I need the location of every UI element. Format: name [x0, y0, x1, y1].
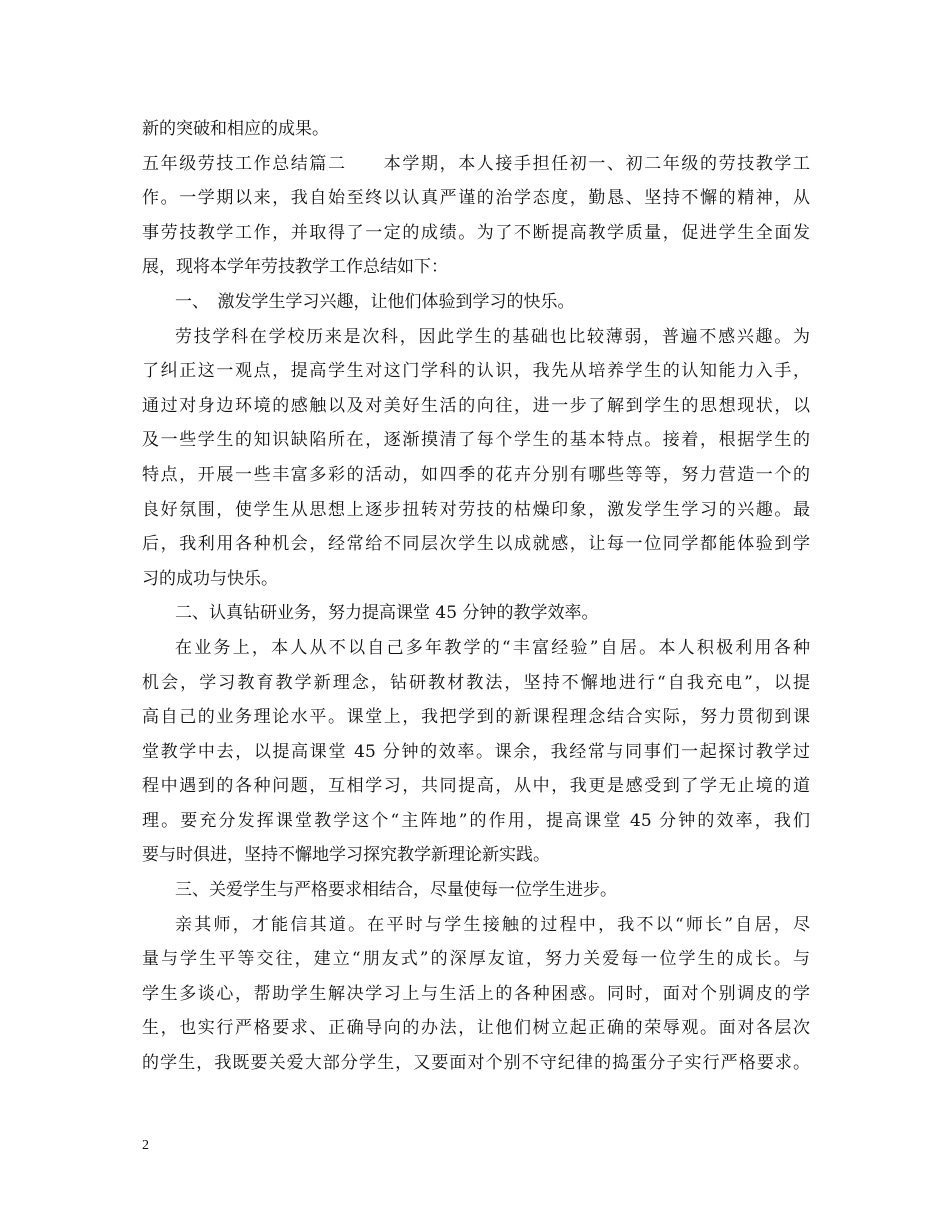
- text-line: 展，现将本学年劳技教学工作总结如下：: [142, 257, 448, 278]
- section-heading: 一、 激发学生学习兴趣，让他们体验到学习的快乐。: [175, 291, 575, 312]
- text-line: 劳技学科在学校历来是次科，因此学生的基础也比较薄弱，普遍不感兴趣。为: [175, 326, 810, 347]
- text-line: 程中遇到的各种问题，互相学习，共同提高，从中，我更是感受到了学无止境的道: [142, 776, 810, 797]
- text-line: 在业务上，本人从不以自己多年教学的“丰富经验”自居。本人积极利用各种: [175, 637, 810, 658]
- document-body: [142, 112, 810, 1081]
- text-line: 学生多谈心，帮助学生解决学习上与生活上的各种困惑。同时，面对个别调皮的学: [142, 983, 810, 1004]
- text-line: 机会，学习教育教学新理念，钻研教材教法，坚持不懈地进行“自我充电”，以提: [142, 672, 810, 693]
- text-line: 要与时俱进，坚持不懈地学习探究教学新理论新实践。: [142, 845, 550, 866]
- text-line: 习的成功与快乐。: [142, 568, 278, 589]
- text-line: 新的突破和相应的成果。: [142, 119, 329, 139]
- section-heading: 三、关爱学生与严格要求相结合，尽量使每一位学生进步。: [175, 880, 617, 901]
- text-line: 生，也实行严格要求、正确导向的办法，让他们树立起正确的荣辱观。面对各层次: [142, 1018, 810, 1039]
- text-line: 特点，开展一些丰富多彩的活动，如四季的花卉分别有哪些等等，努力营造一个的: [142, 464, 810, 485]
- text-line: 五年级劳技工作总结篇二 本学期，本人接手担任初一、初二年级的劳技教学工: [142, 153, 810, 174]
- section-heading: 二、认真钻研业务，努力提高课堂 45 分钟的教学效率。: [175, 603, 599, 624]
- text-line: 及一些学生的知识缺陷所在，逐渐摸清了每个学生的基本特点。接着，根据学生的: [142, 430, 810, 451]
- text-line: 亲其师，才能信其道。在平时与学生接触的过程中，我不以“师长”自居，尽: [175, 914, 810, 935]
- text-line: 作。一学期以来，我自始至终以认真严谨的治学态度，勤恳、坚持不懈的精神，从: [142, 188, 810, 209]
- text-line: 良好氛围，使学生从思想上逐步扭转对劳技的枯燥印象，激发学生学习的兴趣。最: [142, 499, 810, 520]
- text-line: 了纠正这一观点，提高学生对这门学科的认识，我先从培养学生的认知能力入手，: [142, 361, 810, 382]
- text-line: 堂教学中去，以提高课堂 45 分钟的效率。课余，我经常与同事们一起探讨教学过: [142, 741, 810, 762]
- text-line: 的学生，我既要关爱大部分学生，又要面对个别不守纪律的捣蛋分子实行严格要求。: [142, 1053, 810, 1074]
- text-line: 高自己的业务理论水平。课堂上，我把学到的新课程理念结合实际，努力贯彻到课: [142, 707, 810, 728]
- text-line: 理。要充分发挥课堂教学这个“主阵地”的作用，提高课堂 45 分钟的效率，我们: [142, 810, 810, 831]
- text-line: 事劳技教学工作，并取得了一定的成绩。为了不断提高教学质量，促进学生全面发: [142, 222, 810, 243]
- page-number: 2: [142, 1138, 149, 1153]
- text-line: 量与学生平等交往，建立“朋友式”的深厚友谊，努力关爱每一位学生的成长。与: [142, 949, 810, 970]
- text-line: 通过对身边环境的感触以及对美好生活的向往，进一步了解到学生的思想现状，以: [142, 395, 810, 416]
- text-line: 后，我利用各种机会，经常给不同层次学生以成就感，让每一位同学都能体验到学: [142, 534, 810, 555]
